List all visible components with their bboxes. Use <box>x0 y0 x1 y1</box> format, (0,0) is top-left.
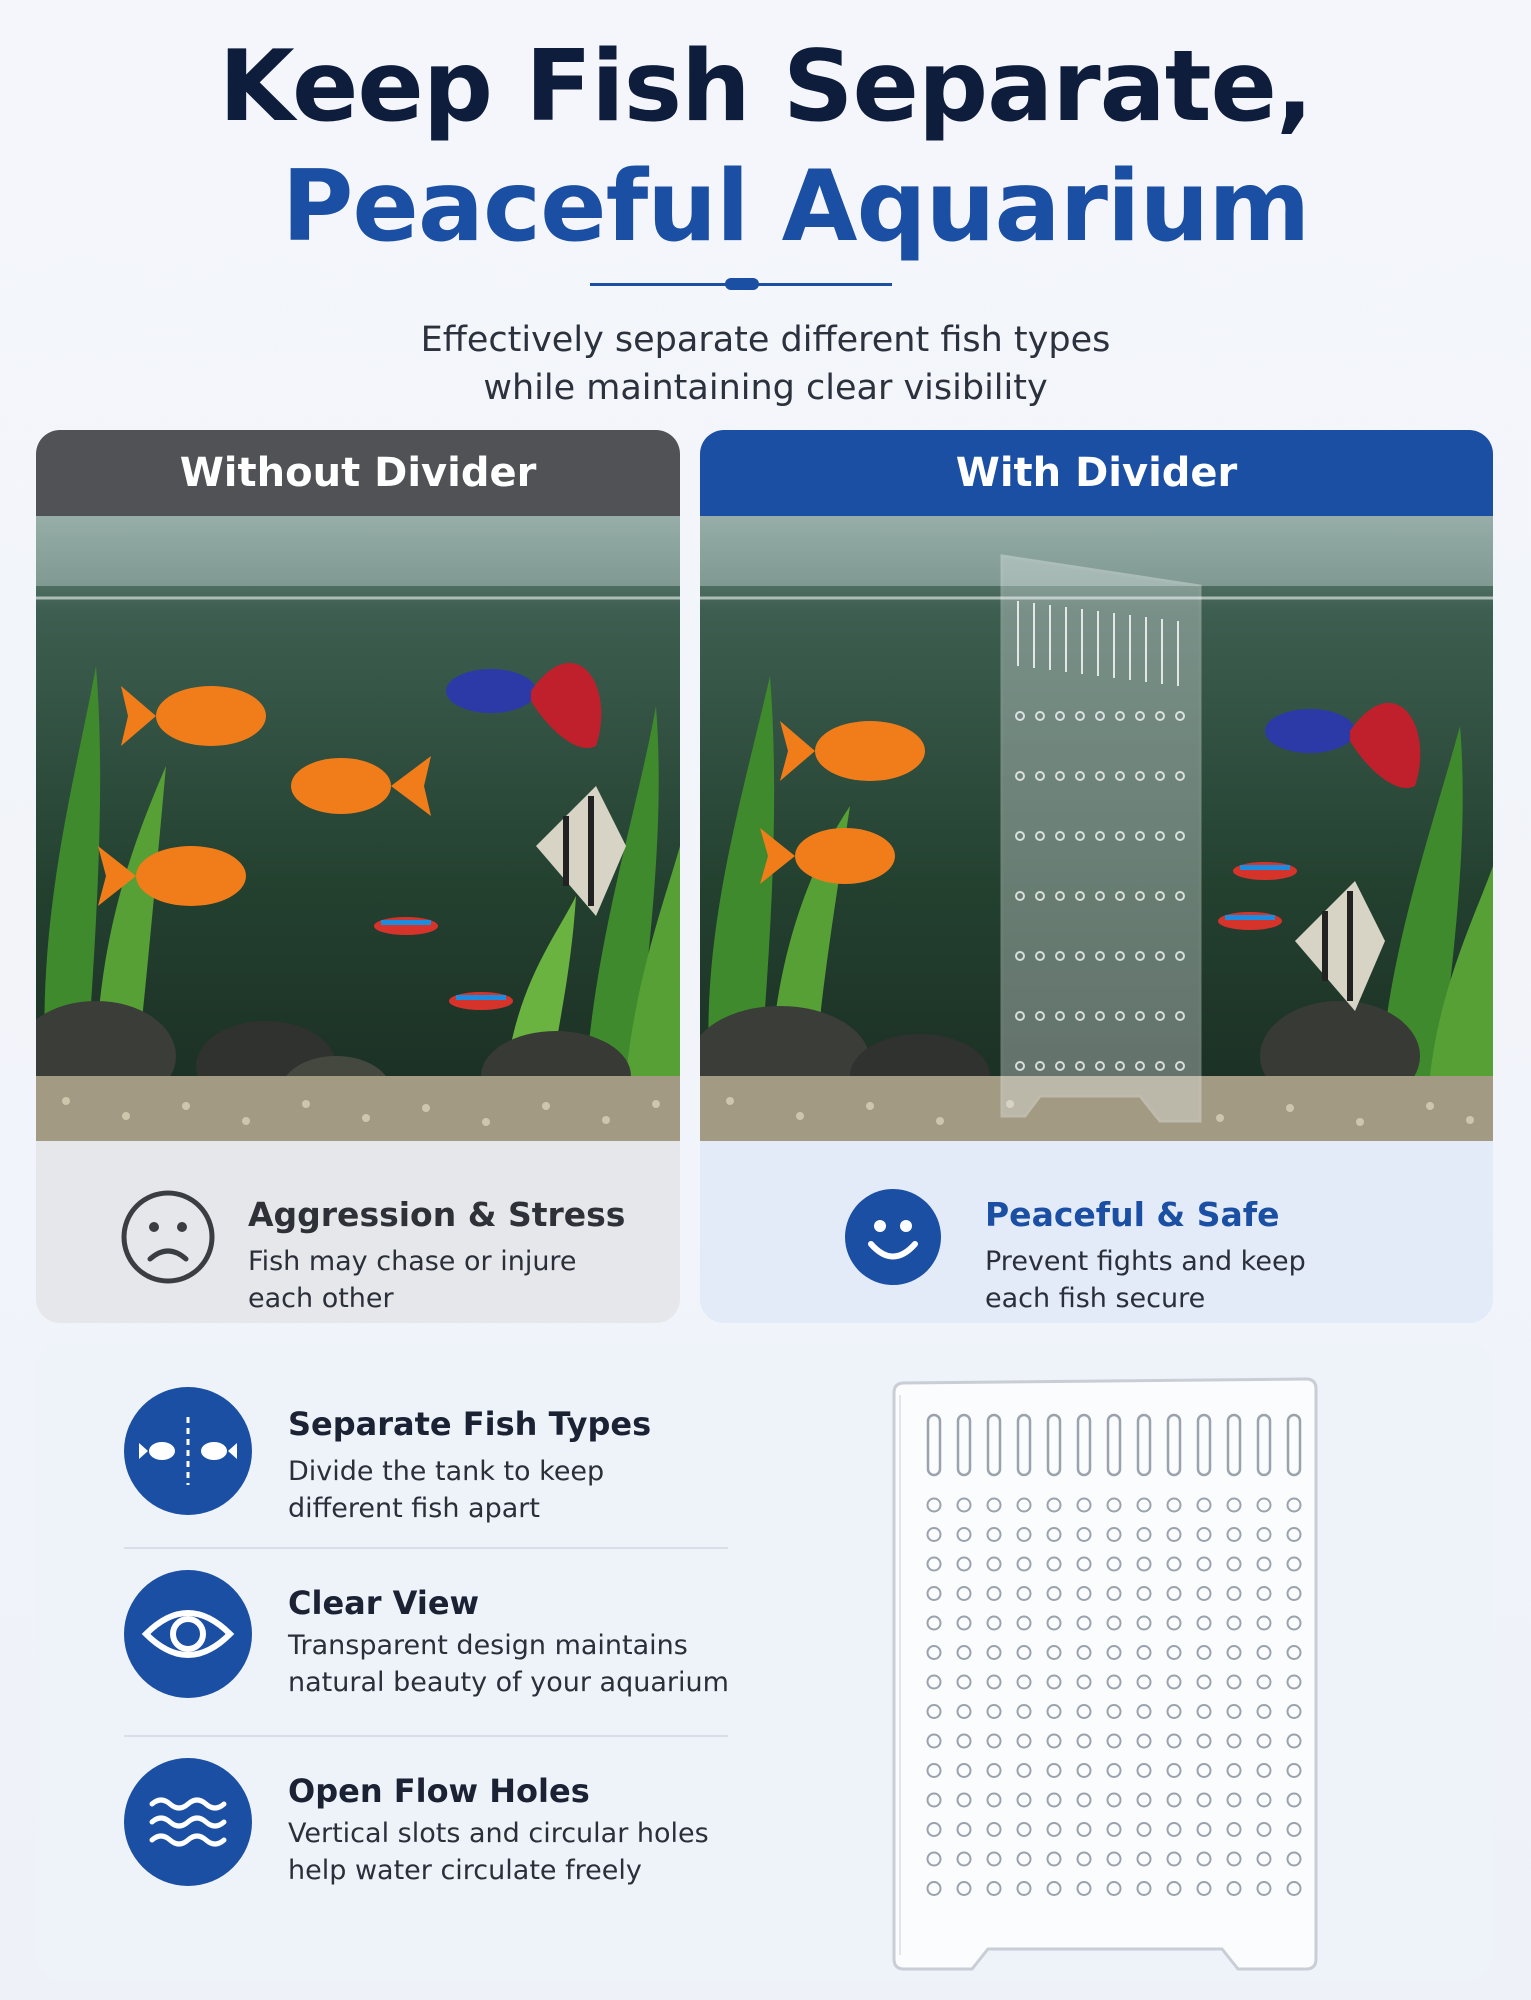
feature-2-desc-line-2: natural beauty of your aquarium <box>288 1667 729 1698</box>
feature-divider-1 <box>124 1547 728 1549</box>
eye-icon <box>124 1570 252 1698</box>
feature-3-desc-line-1: Vertical slots and circular holes <box>288 1818 709 1849</box>
with-divider-caption <box>700 1141 1493 1323</box>
feature-separate-fish-types <box>36 1383 736 1543</box>
peaceful-desc-line-1: Prevent fights and keep <box>985 1246 1306 1277</box>
aggression-desc-line-2: each other <box>248 1283 394 1314</box>
feature-1-desc-line-2: different fish apart <box>288 1493 540 1524</box>
without-divider-caption <box>36 1141 680 1323</box>
divider-product-image <box>848 1363 1348 1973</box>
with-divider-panel <box>700 430 1493 1323</box>
title-underline-accent <box>725 278 759 290</box>
feature-1-desc-line-1: Divide the tank to keep <box>288 1456 605 1487</box>
feature-2-desc-line-1: Transparent design maintains <box>288 1630 688 1661</box>
aquarium-without-divider-image <box>36 516 680 1141</box>
aggression-stress-title: Aggression & Stress <box>248 1195 626 1234</box>
feature-1-desc <box>288 1453 748 1527</box>
fish-divider-icon <box>124 1387 252 1515</box>
without-divider-header: Without Divider <box>36 430 680 516</box>
subtitle-line-2: while maintaining clear visibility <box>483 368 1048 408</box>
feature-clear-view <box>36 1570 736 1730</box>
peaceful-safe-title: Peaceful & Safe <box>985 1195 1280 1234</box>
sad-face-icon <box>120 1189 216 1285</box>
feature-2-title: Clear View <box>288 1584 480 1622</box>
without-divider-panel <box>36 430 680 1323</box>
with-divider-header: With Divider <box>700 430 1493 516</box>
feature-2-desc <box>288 1627 748 1701</box>
feature-3-desc <box>288 1815 748 1889</box>
aquarium-with-divider-image <box>700 516 1493 1141</box>
feature-3-desc-line-2: help water circulate freely <box>288 1855 642 1886</box>
headline-line-2: Peaceful Aquarium <box>281 150 1310 264</box>
peaceful-safe-desc <box>985 1243 1306 1317</box>
aquarium-scene-right <box>700 516 1493 1141</box>
feature-divider-2 <box>124 1735 728 1737</box>
aggression-desc-line-1: Fish may chase or injure <box>248 1246 577 1277</box>
feature-1-title: Separate Fish Types <box>288 1405 652 1443</box>
aquarium-scene-left <box>36 516 680 1141</box>
headline-line-1: Keep Fish Separate, <box>218 30 1313 144</box>
feature-3-title: Open Flow Holes <box>288 1772 590 1810</box>
aggression-stress-desc <box>248 1243 577 1317</box>
features-panel <box>36 1343 1493 1980</box>
subtitle <box>0 316 1531 412</box>
peaceful-desc-line-2: each fish secure <box>985 1283 1206 1314</box>
feature-open-flow-holes <box>36 1758 736 1918</box>
water-waves-icon <box>124 1758 252 1886</box>
subtitle-line-1: Effectively separate different fish types <box>420 320 1111 360</box>
smiley-face-icon <box>845 1189 941 1285</box>
